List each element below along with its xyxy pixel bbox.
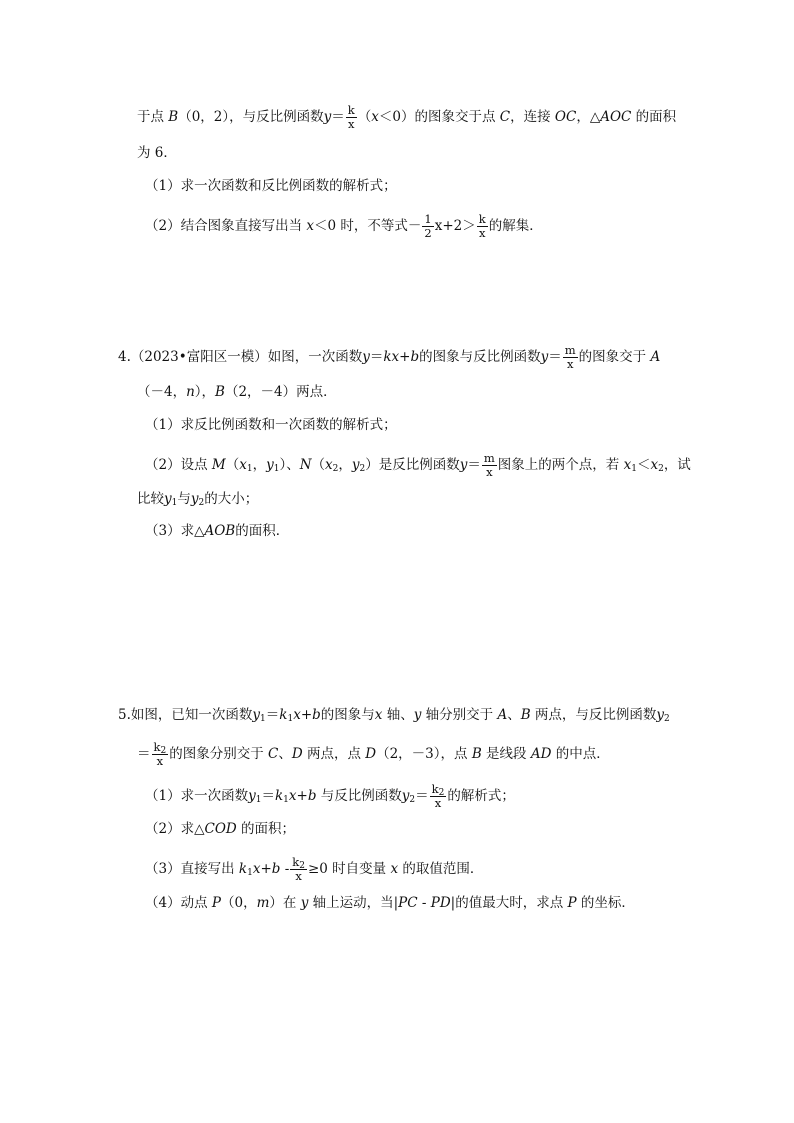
- q3-line-2: 为 6．: [137, 145, 177, 161]
- fraction-k-over-x: $\frac{k}{x}$: [347, 103, 355, 131]
- fraction-k-over-x: $\frac{k}{x}$: [478, 212, 486, 240]
- q4-part-2: （2）设点 $M(x_1$，$y_1$）、$N(x_2$，$y_2$）是反比例函数y＝ $\frac{m}{x}$ 图象上的两个点，若 $x_1<x_2$，试: [145, 451, 691, 479]
- q4-line-1: 4.（2023•富阳区一模）如图，一次函数y＝kx+b的图象与反比例函数y＝ $\frac{m}{x}$ 的图象交于 A: [118, 343, 661, 371]
- q5-part-1: （1）求一次函数$y_1=k_1x+b$ 与反比例函数$y_2=$ $\frac{k_2}{x}$ 的解析式；: [145, 782, 515, 810]
- q5-part-4: （4）动点 P（0，m）在 y 轴上运动，当|PC - PD|的值最大时，求点 P 的坐标．: [145, 895, 635, 911]
- q3-part-1: （1）求一次函数和反比例函数的解析式；: [145, 178, 397, 194]
- fraction-k2-over-x: $\frac{k_2}{x}$: [431, 782, 445, 810]
- q3-part-2: （2）结合图象直接写出当 x＜0 时，不等式－ $\frac{1}{2}$ x+2＞ $\frac{k}{x}$ 的解集．: [145, 212, 543, 240]
- q5-line-2: ＝ $\frac{k_2}{x}$ 的图象分别交于 C、D 两点，点 D（2，－3），点 B 是线段 AD 的中点．: [137, 740, 610, 768]
- fraction-k2-over-x: $\frac{k_2}{x}$: [153, 740, 167, 768]
- q4-part-1: （1）求反比例函数和一次函数的解析式；: [145, 417, 397, 433]
- q4-line-2: （－4，n），B（2，－4）两点．: [137, 384, 337, 400]
- fraction-k2-over-x: $\frac{k_2}{x}$: [292, 855, 305, 883]
- q3-line-1: 于点 B（0，2），与反比例函数y＝ $\frac{k}{x}$ （x＜0）的图象交于点 C，连接 OC，△AOC 的面积: [137, 103, 677, 131]
- q4-line-3: 比较$y_1$与$y_2$的大小；: [137, 491, 259, 508]
- q5-part-3: （3）直接写出 $k_1x+b$ - $\frac{k_2}{x}$ ≥0 时自变量 x 的取值范围．: [145, 855, 484, 883]
- q5-line-1: 5.如图，已知一次函数$y_1=k_1x+b$的图象与x 轴、y 轴分别交于 A、B 两点，与反比例函数$y_2$: [118, 707, 670, 724]
- fraction-one-half: $\frac{1}{2}$: [424, 212, 432, 240]
- fraction-m-over-x: $\frac{m}{x}$: [564, 343, 576, 371]
- fraction-m-over-x: $\frac{m}{x}$: [483, 451, 495, 479]
- q5-part-2: （2）求△COD 的面积；: [145, 821, 296, 837]
- q4-part-3: （3）求△AOB的面积．: [145, 523, 290, 539]
